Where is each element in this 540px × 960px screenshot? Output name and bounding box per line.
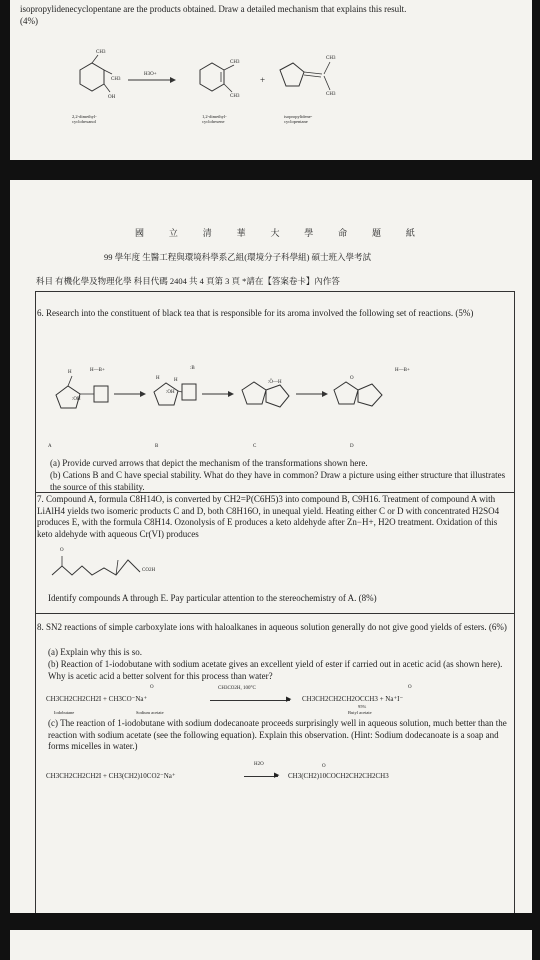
exam-page-top — [10, 0, 532, 160]
letter-c: C — [253, 444, 257, 449]
ch3-label: CH3 — [326, 56, 336, 61]
ch3-label: CH3 — [230, 94, 240, 99]
compound-name: cyclopentane — [284, 119, 308, 124]
rxn1-products: CH3CH2CH2CH2OCCH3 + Na⁺I⁻ — [302, 695, 404, 703]
question-8a: (a) Explain why this is so. — [48, 647, 142, 657]
cyclopentane-ring — [280, 63, 304, 86]
compound-name: isopropylidene- — [284, 114, 313, 119]
rxn1-yield: 95% — [358, 704, 367, 709]
letter-a: A — [48, 444, 52, 449]
cyclohexane-ring — [80, 63, 104, 91]
arrow-head: ▶ — [286, 695, 292, 703]
h-label: H — [68, 370, 72, 375]
ch3-label: CH3 — [96, 50, 106, 55]
section-rule — [36, 613, 514, 614]
question-7-text: 7. Compound A, formula C8H14O, is converted by CH2=P(C6H5)3 into compound B, C9H16. Treatment of compound A with LiAlH4 yields two isomeric products C and D, both C8H16O, in unequal yield. Heating either C or D with concentrated H2SO4 produces E, with the formula C8H14. Ozonolysis of E produces a keto aldehyde after Zn−H+, H2O treatment. Oxidation of this keto aldehyde with aqueous Cr(VI) produces — [37, 494, 500, 539]
iodobutane-label: Iodobutane — [54, 710, 75, 715]
cyclohexene-ring — [200, 63, 224, 91]
year-line: 99 學年度 生醫工程與環境科學系乙組(環境分子科學組) 碩士班入學考試 — [104, 252, 372, 262]
ch3-label: CH3 — [230, 60, 240, 65]
exam-page-main — [10, 180, 532, 913]
question-6b: (b) Cations B and C have special stability. What do they have in common? Draw a picture using either structure that illustrates the source of this stability. — [50, 470, 506, 492]
reaction-scheme-1 — [10, 0, 532, 160]
oh-label: :OH — [166, 390, 175, 395]
hb-label: H—B+ — [90, 368, 105, 373]
oh-label: OH — [108, 95, 116, 100]
rxn2-arrow — [244, 776, 278, 777]
o-label: O — [350, 376, 354, 381]
ester-o-label: O — [408, 685, 412, 690]
oh-label: :OH — [72, 397, 81, 402]
rxn1-condition: CH3CO2H, 100°C — [218, 686, 256, 691]
plus-sign: + — [260, 75, 266, 85]
h-label: H — [156, 376, 160, 381]
hb2-label: H—B+ — [395, 368, 410, 373]
reagent-label: H3O+ — [144, 72, 157, 77]
compound-name: 1,2-dimethyl- — [202, 114, 227, 119]
rxn2-reactants: CH3CH2CH2CH2I + CH3(CH2)10CO2⁻Na⁺ — [46, 772, 176, 780]
b-label: :B — [190, 366, 195, 371]
compound-name: cyclohexene — [202, 119, 225, 124]
acetate-o-label: O — [150, 685, 154, 690]
rxn2-condition: H2O — [254, 762, 264, 767]
question-6a: (a) Provide curved arrows that depict the mechanism of the transformations shown here. — [50, 458, 368, 468]
arrow-head: ▶ — [274, 771, 280, 779]
co2h-label: CO2H — [142, 568, 156, 573]
ch3-label: CH3 — [111, 77, 121, 82]
rxn1-reactants: CH3CH2CH2CH2I + CH3CO⁻Na⁺ — [46, 695, 148, 703]
h-label: H — [174, 378, 178, 383]
sodium-acetate-label: Sodium acetate — [136, 710, 164, 715]
question-8c: (c) The reaction of 1-iodobutane with sodium dodecanoate proceeds surprisingly well in aqueous solution, much better than the reaction with sodium acetate (see the following equation). Explain this observation. (Hint: Sodium dodecanoate is a soap and forms micelles in water.) — [48, 718, 507, 751]
butyl-acetate-label: Butyl acetate — [348, 710, 372, 715]
intro-text: isopropylidenecyclopentane are the products obtained. Draw a detailed mechanism that explains this result. — [20, 4, 407, 14]
letter-b: B — [155, 444, 159, 449]
compound-name: 2,2-dimethyl- — [72, 114, 97, 119]
question-8b: (b) Reaction of 1-iodobutane with sodium acetate gives an excellent yield of ester if carried out in acetic acid (as shown here). Why is acetic acid a better solvent for this process than water? — [48, 659, 503, 681]
question-8-text: 8. SN2 reactions of simple carboxylate ions with haloalkanes in aqueous solution generally do not give good yields of esters. (6%) — [37, 622, 507, 632]
subject-line: 科目 有機化學及物理化學 科目代碼 2404 共 4 頁第 3 頁 *請在【答案卷卡】內作答 — [36, 276, 340, 286]
carbonyl-o-label: O — [60, 548, 64, 553]
points-text: (4%) — [20, 16, 38, 26]
oh-top-label: :Ö—H — [268, 380, 282, 385]
question-6-text: 6. Research into the constituent of black tea that is responsible for its aroma involved the following set of reactions. (5%) — [37, 308, 474, 318]
rxn2-product: CH3(CH2)10COCH2CH2CH2CH3 — [288, 772, 389, 780]
question-7-identify: Identify compounds A through E. Pay particular attention to the stereochemistry of A. (8%) — [48, 593, 377, 603]
exam-page-bottom — [10, 930, 532, 960]
university-title: 國 立 清 華 大 學 命 題 紙 — [135, 228, 415, 238]
compound-name: cyclohexanol — [72, 119, 96, 124]
rxn1-arrow — [210, 700, 290, 701]
rxn2-o-label: O — [322, 764, 326, 769]
keto-acid-structure — [10, 180, 532, 913]
ch3-label: CH3 — [326, 92, 336, 97]
letter-d: D — [350, 444, 354, 449]
